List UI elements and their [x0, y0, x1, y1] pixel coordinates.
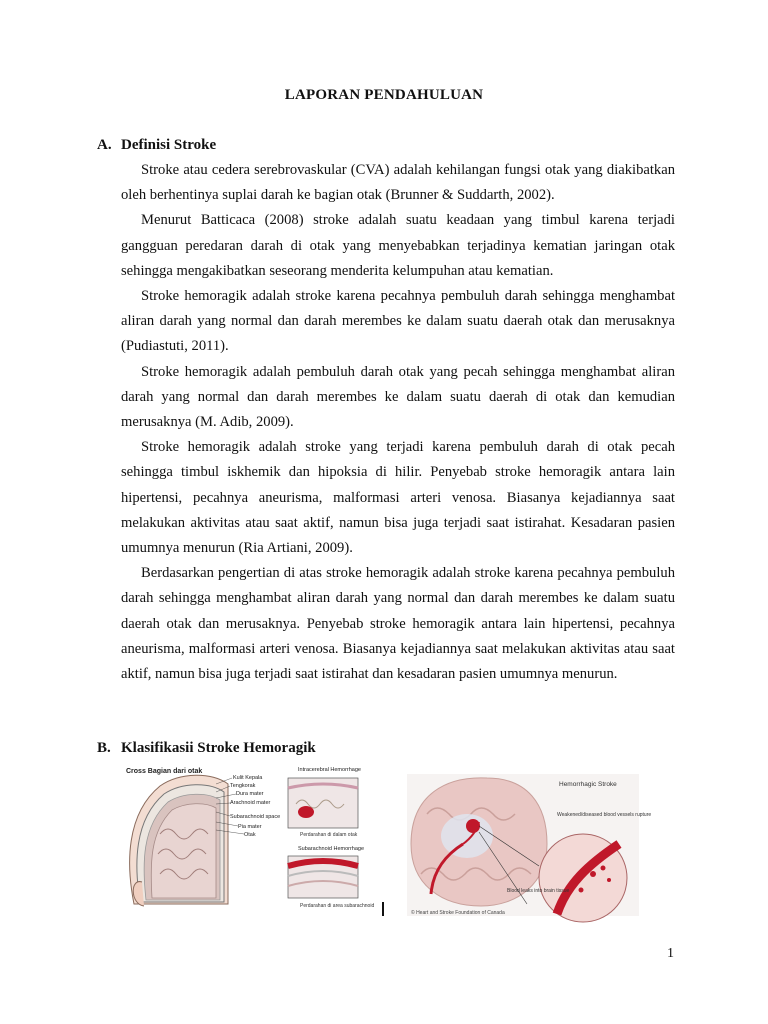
text-cursor-mark — [382, 902, 384, 916]
section-b-number: B. — [97, 740, 111, 756]
paragraph: Berdasarkan pengertian di atas stroke hemoragik adalah stroke karena pecahnya pembuluh darah sehingga menghambat aliran darah yang normal dan darah merembes ke dalam suatu daerah otak dan merusaknya. Penyebab stroke hemoragik antara lain hipertensi, pecahnya aneurisma, malformasi arteri venosa. Biasanya kejadiannya saat melakukan aktivitas atau saat aktif, namun bisa juga terjadi saat istirahat dan kesadaran pasien umumnya menurun. — [121, 565, 675, 683]
label-kulit-kepala: Kulit Kepala — [233, 775, 263, 781]
label-subarachnoid: Subarachnoid space — [230, 814, 281, 820]
document-title: LAPORAN PENDAHULUAN — [284, 87, 484, 103]
section-b-title: Klasifikasii Stroke Hemoragik — [121, 740, 316, 756]
paragraph: Stroke hemoragik adalah stroke yang terjadi karena pembuluh darah di otak pecah sehingga timbul iskhemik dan hipoksia di hilir. Penyebab stroke hemoragik antara lain hipertensi, pecahnya aneurisma, malformasi arteri venosa. Biasanya kejadiannya saat melakukan aktivitas atau saat aktif, namun bisa juga terjadi saat istirahat. Kesadaran pasien umumnya menurun (Ria Artiani, 2009). — [121, 439, 675, 557]
paragraph: Stroke hemoragik adalah stroke karena pecahnya pembuluh darah sehingga menghambat aliran darah yang normal dan darah merembes ke dalam suatu daerah otak dan merusaknya (Pudiastuti, 2011). — [121, 288, 675, 355]
brain-cross-section-figure — [120, 764, 375, 914]
hemorrhagic-stroke-figure — [407, 774, 652, 916]
panel2-title: Subarachnoid Hemorrhage — [298, 846, 365, 852]
panel1-caption: Perdarahan di dalam otak — [300, 832, 358, 838]
section-a-number: A. — [97, 137, 112, 153]
figure-right-title: Hemorrhagic Stroke — [559, 781, 617, 788]
label-arachnoid: Arachnoid mater — [230, 800, 271, 806]
label-tengkorak: Tengkorak — [230, 783, 256, 789]
section-a-heading — [97, 137, 216, 154]
paragraph: Menurut Batticaca (2008) stroke adalah suatu keadaan yang timbul karena terjadi gangguan peredaran darah di otak yang menyebabkan terjadinya kematian jaringan otak sehingga mengakibatkan seseorang menderita kelumpuhan atau kematian. — [121, 212, 675, 279]
figure-left-caption: Cross Bagian dari otak — [126, 768, 203, 775]
label-dura-mater: Dura mater — [236, 791, 264, 797]
section-a-title: Definisi Stroke — [121, 137, 217, 153]
label-pia-mater: Pia mater — [238, 824, 262, 830]
paragraph: Stroke hemoragik adalah pembuluh darah otak yang pecah sehingga menghambat aliran darah yang normal dan darah merembes ke dalam suatu daerah di otak dan kemudian merusaknya (M. Adib, 2009). — [121, 363, 675, 431]
panel1-title: Intracerebral Hemorrhage — [298, 767, 361, 773]
page-number: 1 — [667, 946, 674, 961]
paragraph: Stroke atau cedera serebrovaskular (CVA) adalah kehilangan fungsi otak yang diakibatkan oleh berhentinya suplai darah ke bagian otak (Brunner & Suddarth, 2002). — [121, 162, 675, 204]
section-a-body — [121, 158, 675, 687]
section-b-heading — [97, 740, 316, 757]
figure-credit: © Heart and Stroke Foundation of Canada — [411, 910, 505, 916]
label-vessel-rupture: Weakened/diseased blood vessels rupture — [557, 812, 652, 818]
label-otak: Otak — [244, 832, 256, 838]
label-blood-leak: Blood leaks into brain tissue — [507, 888, 570, 894]
panel2-caption: Perdarahan di area subarachnoid — [300, 903, 375, 909]
